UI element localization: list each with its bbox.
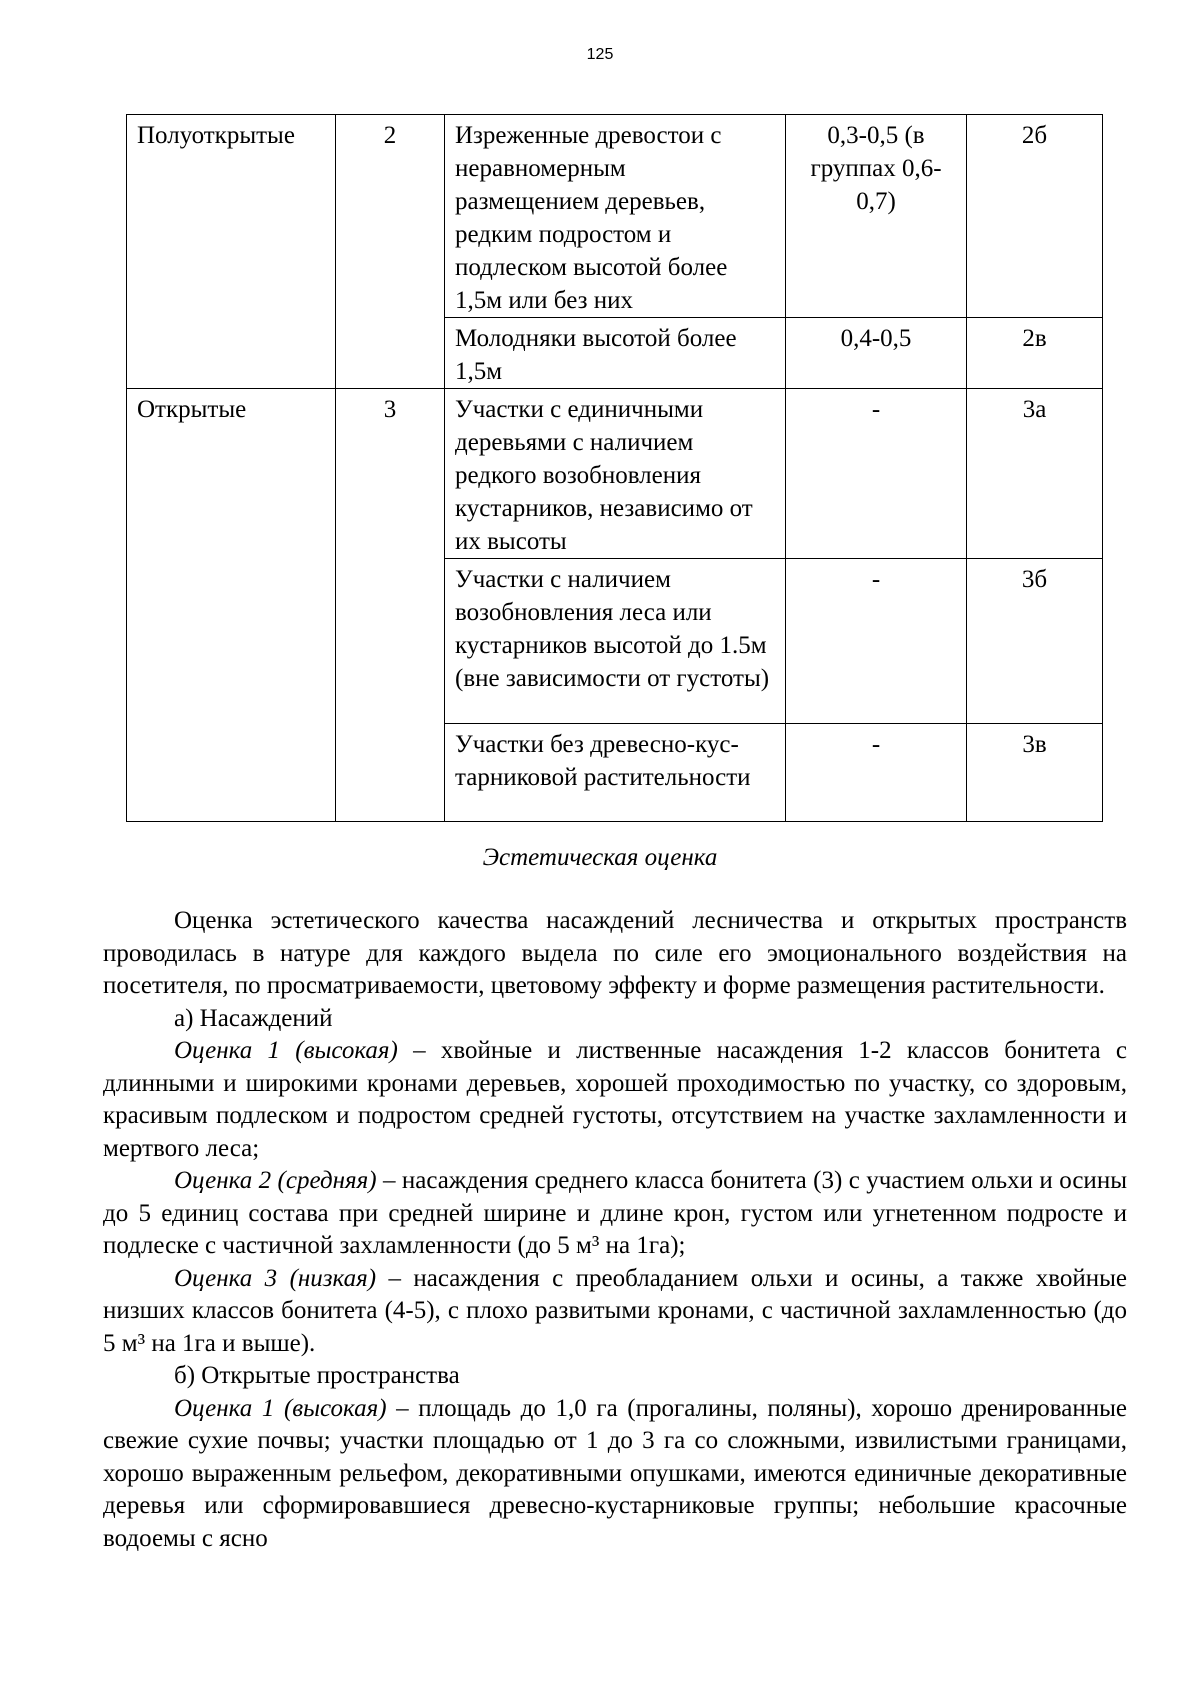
code-cell: 3: [336, 389, 445, 822]
paragraph: [103, 1263, 1127, 1361]
rating-label: Оценка 1 (высокая): [174, 1037, 398, 1064]
paragraph-text: – насаждения среднего класса бонитета (3) с участием ольхи и осины до 5 единиц состава при средней ширине и длине крон, густом или угнетенном подросте и подлеске с частичной захламленности (до 5 м³ на 1га);: [103, 1167, 1127, 1259]
description-cell: Участки без древесно-кус-тарниковой растительности: [445, 724, 786, 822]
paragraph: б) Открытые пространства: [174, 1362, 460, 1389]
paragraph: [103, 1035, 1127, 1165]
section-title: Эстетическая оценка: [482, 844, 718, 871]
class-cell: 2б: [967, 115, 1103, 318]
class-cell: 3б: [967, 559, 1103, 724]
rating-label: Оценка 1 (высокая): [174, 1394, 387, 1422]
density-cell: 0,4-0,5: [786, 318, 967, 389]
table-row: [127, 115, 1103, 318]
density-cell: -: [786, 559, 967, 724]
group-cell: Полуоткрытые: [127, 115, 336, 389]
paragraph-text: – насаждения с преобладанием ольхи и осины, а также хвойные низших классов бонитета (4-5), с плохо развитыми кронами, с частичной захламленностью (до 5 м³ на 1га и выше).: [103, 1264, 1127, 1357]
group-cell: Открытые: [127, 389, 336, 822]
class-cell: 3в: [967, 724, 1103, 822]
density-cell: 0,3-0,5 (в группах 0,6-0,7): [786, 115, 967, 318]
paragraph-text: – площадь до 1,0 га (прогалины, поляны), хорошо дренированные свежие сухие почвы; участки площадью от 1 до 3 га со сложными, извилистыми границами, хорошо выраженным рельефом, декоративными опушками, имеются единичные декоративные деревья или сформировавшиеся древесно-кустарниковые группы; небольшие красочные водоемы с ясно: [103, 1394, 1127, 1552]
rating-label: Оценка 3 (низкая): [174, 1264, 377, 1292]
description-cell: Изреженные древостои с неравномерным размещением деревьев, редким подростом и подлеском высотой более 1,5м или без них: [445, 115, 786, 318]
paragraph: [103, 1393, 1127, 1556]
description-cell: Молодняки высотой более 1,5м: [445, 318, 786, 389]
description-cell: Участки с единичными деревьями с наличием редкого возобновления кустарников, независимо от их высоты: [445, 389, 786, 559]
paragraph-text: – хвойные и лиственные насаждения 1-2 классов бонитета с длинными и широкими кронами деревьев, хорошей проходимостью по участку, со здоровым, красивым подлеском и подростом средней густоты, отсутствием на участке захламленности и мертвого леса;: [103, 1037, 1127, 1162]
paragraph: [103, 1165, 1127, 1263]
table-row: [127, 389, 1103, 559]
classification-table: [126, 114, 1103, 822]
paragraph: Оценка эстетического качества насаждений лесничества и открытых пространств проводилась в натуре для каждого выдела по силе его эмоционального воздействия на посетителя, по просматриваемости, цветовому эффекту и форме размещения растительности.: [103, 907, 1127, 999]
paragraph: а) Насаждений: [174, 1004, 333, 1032]
class-cell: 3а: [967, 389, 1103, 559]
density-cell: -: [786, 389, 967, 559]
density-cell: -: [786, 724, 967, 822]
code-cell: 2: [336, 115, 445, 389]
class-cell: 2в: [967, 318, 1103, 389]
rating-label: Оценка 2 (средняя): [174, 1167, 377, 1194]
page-number: 125: [586, 46, 614, 63]
description-cell: Участки с наличием возобновления леса или кустарников высотой до 1.5м (вне зависимости от густоты): [445, 559, 786, 724]
body-text: [103, 905, 1127, 1555]
